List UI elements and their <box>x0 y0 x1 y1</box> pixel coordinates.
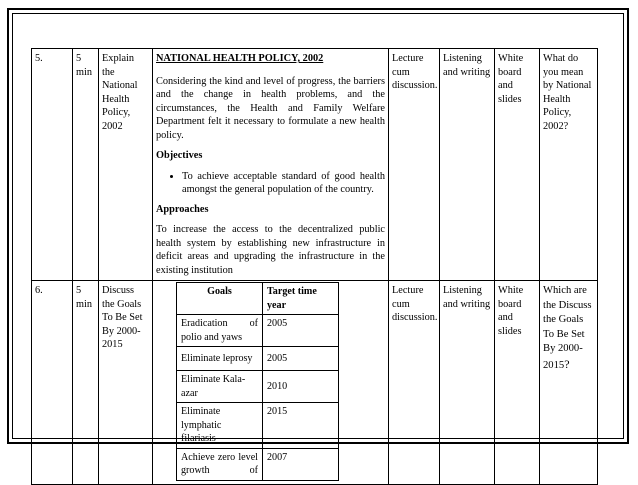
serial-number: 6. <box>35 285 43 296</box>
list-item: • To achieve acceptable standard of good health amongst the general population of the country. <box>182 170 385 197</box>
learning-activity: Listening and writing <box>443 53 491 78</box>
av-aids: White board and slides <box>498 285 524 337</box>
objectives-heading: Objectives <box>156 150 203 161</box>
target-year-header: Target time year <box>263 283 339 315</box>
year-cell: 2007 <box>263 448 339 480</box>
av-aids-cell <box>495 281 540 485</box>
question-mark: ? <box>564 356 570 371</box>
time-cell <box>73 49 99 281</box>
av-aids-cell <box>495 49 540 281</box>
content-title: NATIONAL HEALTH POLICY, 2002 <box>156 53 324 64</box>
goals-header: Goals <box>177 283 263 315</box>
serial-number-cell <box>32 281 73 485</box>
year-cell: 2005 <box>263 315 339 347</box>
table-row <box>177 448 339 480</box>
objective-cell <box>99 49 153 281</box>
time-value: 5 min <box>76 285 93 310</box>
evaluation-question: What do you mean by National Health Policy, 2002? <box>543 53 592 132</box>
objectives-list <box>156 170 385 197</box>
teaching-method: Lecture cum discussion. <box>392 285 438 323</box>
goal-cell: Eliminate leprosy <box>177 347 263 371</box>
content-cell <box>153 281 389 485</box>
serial-number: 5. <box>35 53 43 64</box>
teaching-method-cell <box>389 281 440 485</box>
goal-cell: Eliminate Kala-azar <box>177 371 263 403</box>
serial-number-cell <box>32 49 73 281</box>
table-row <box>177 283 339 315</box>
year-cell: 2005 <box>263 347 339 371</box>
table-row <box>32 49 598 281</box>
goal-cell: Eradication of polio and yaws <box>177 315 263 347</box>
time-cell <box>73 281 99 485</box>
goal-cell: Eliminate lymphatic filariasis <box>177 403 263 449</box>
learning-activity-cell <box>440 49 495 281</box>
teaching-method: Lecture cum discussion. <box>392 53 438 91</box>
goal-cell: Achieve zero level growth of <box>177 448 263 480</box>
content-intro: Considering the kind and level of progress, the barriers and the change in health problems, and the circumstances, the Health and Family Welfare Department felt it necessary to formulate a new health policy. <box>156 75 385 141</box>
specific-objective: Discuss the Goals To Be Set By 2000-2015 <box>102 285 143 350</box>
learning-activity-cell <box>440 281 495 485</box>
year-cell: 2010 <box>263 371 339 403</box>
evaluation-cell <box>540 281 598 485</box>
year-cell: 2015 <box>263 403 339 449</box>
content-cell <box>153 49 389 281</box>
teaching-method-cell <box>389 49 440 281</box>
lesson-plan-table <box>31 48 598 485</box>
specific-objective: Explain the National Health Policy, 2002 <box>102 53 138 132</box>
av-aids: White board and slides <box>498 53 524 105</box>
time-value: 5 min <box>76 53 93 78</box>
learning-activity: Listening and writing <box>443 285 491 310</box>
table-row <box>177 371 339 403</box>
table-row <box>177 315 339 347</box>
approaches-heading: Approaches <box>156 203 209 215</box>
table-row <box>32 281 598 485</box>
table-row <box>177 347 339 371</box>
objective-cell <box>99 281 153 485</box>
evaluation-cell <box>540 49 598 281</box>
approaches-text: To increase the access to the decentralized public health system by establishing new infrastructure in deficit areas and upgrading the infrastructure in the existing institution <box>156 224 385 276</box>
evaluation-question: Which are the Discuss the Goals To Be Set By 2000-2015 <box>543 285 592 371</box>
table-row <box>177 403 339 449</box>
